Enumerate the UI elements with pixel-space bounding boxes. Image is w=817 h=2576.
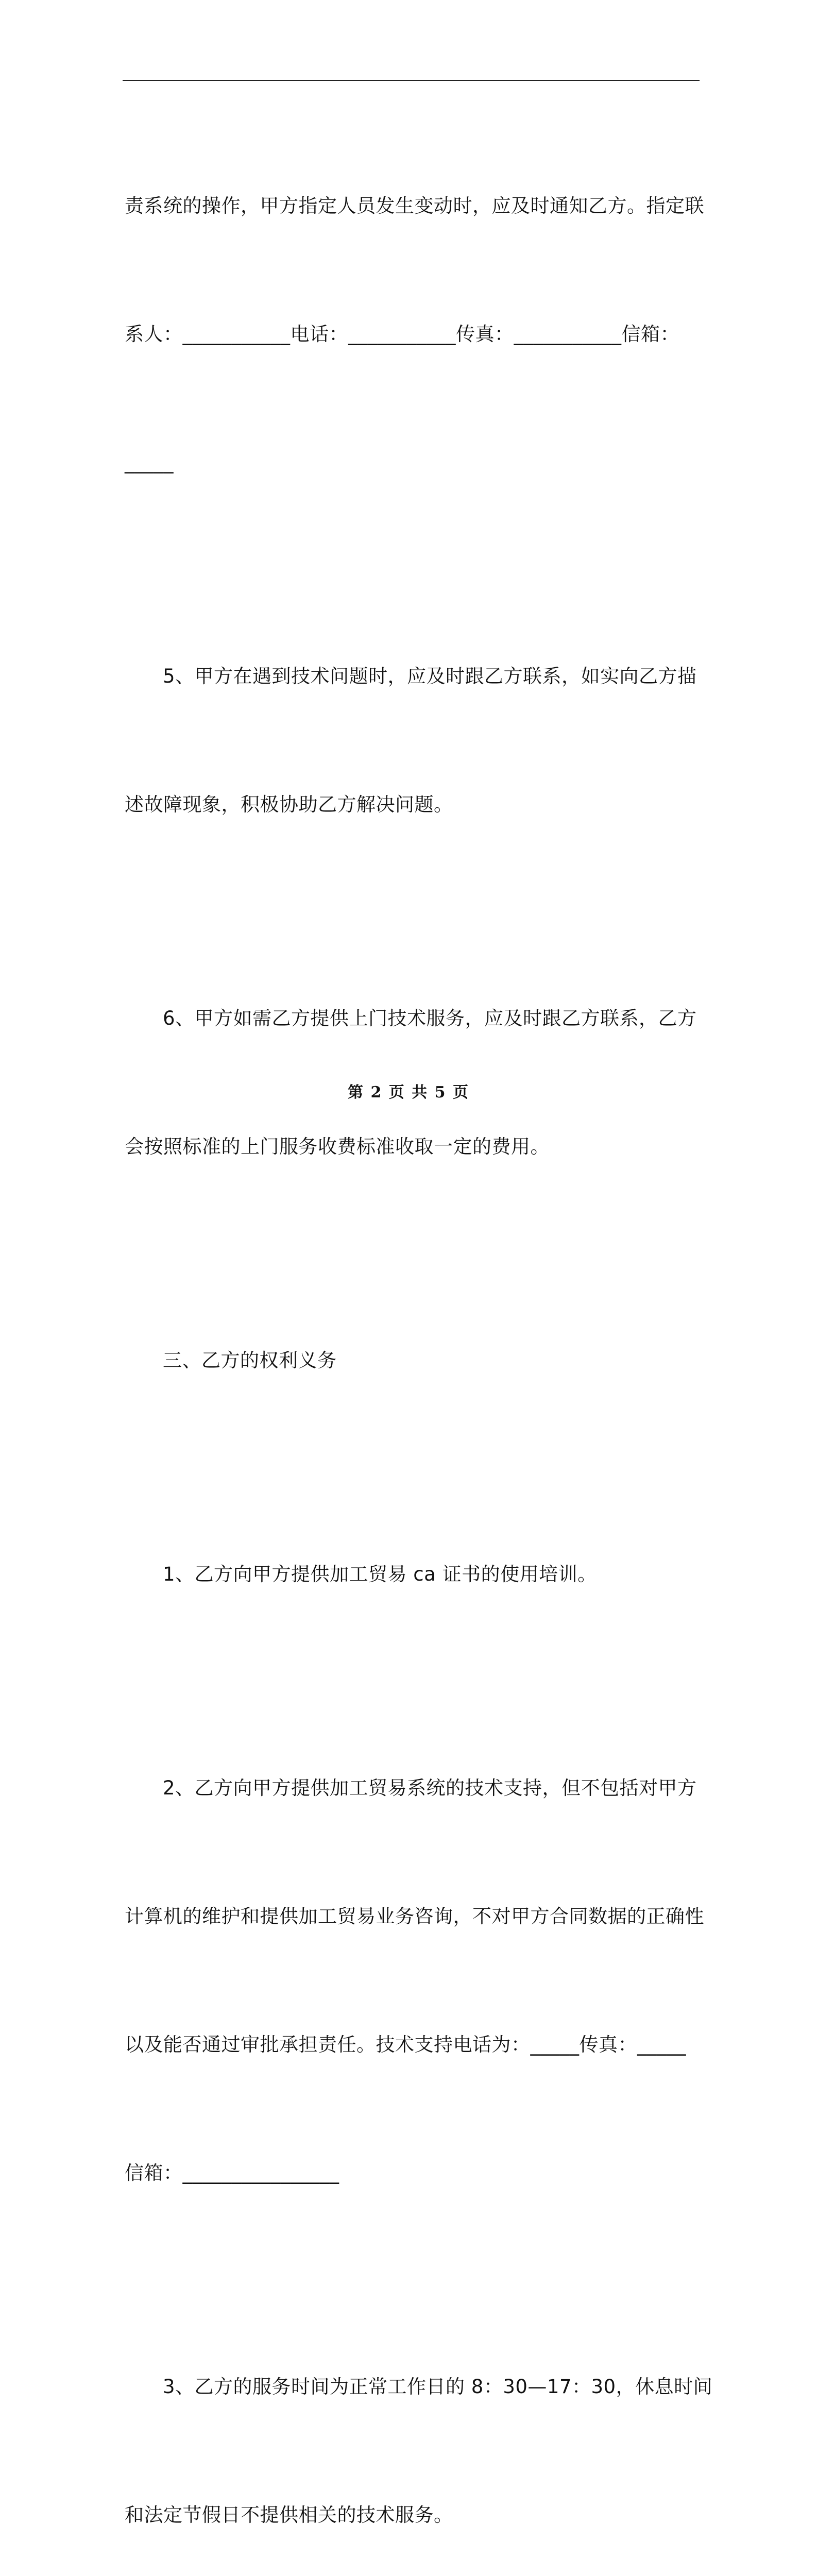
intro-paragraph: [125, 99, 704, 569]
text-line: 计算机的维护和提供加工贸易业务咨询，不对甲方合同数据的正确性: [125, 1905, 704, 1927]
text-line: 3、乙方的服务时间为正常工作日的 8：30—17：30，休息时间: [163, 2376, 713, 2398]
text-line: 会按照标准的上门服务收费标准收取一定的费用。: [125, 1136, 550, 1158]
paragraph-party-b-item-3: [125, 2280, 713, 2576]
text-line: 系人：___________电话：___________传真：___________信箱：: [125, 323, 679, 345]
page-number: 第 2 页 共 5 页: [348, 1083, 469, 1101]
text-line: 和法定节假日不提供相关的技术服务。: [125, 2504, 453, 2526]
text-line: 三、乙方的权利义务: [163, 1349, 337, 1371]
text-line: 5、甲方在遇到技术问题时，应及时跟乙方联系，如实向乙方描: [163, 665, 697, 687]
text-line: 以及能否通过审批承担责任。技术支持电话为：_____传真：_____: [125, 2033, 686, 2056]
text-line: 1、乙方向甲方提供加工贸易 ca 证书的使用培训。: [163, 1563, 597, 1585]
section-heading: [125, 1253, 700, 1467]
text-line: 信箱：________________: [125, 2162, 339, 2184]
paragraph-party-a-item-5: [125, 569, 700, 911]
paragraph-party-b-item-2: [125, 1681, 704, 2280]
document-body: [125, 99, 713, 2576]
text-line: 6、甲方如需乙方提供上门技术服务，应及时跟乙方联系，乙方: [163, 1007, 697, 1029]
text-line: 2、乙方向甲方提供加工贸易系统的技术支持，但不包括对甲方: [163, 1777, 697, 1799]
text-line: 责系统的操作，甲方指定人员发生变动时，应及时通知乙方。指定联: [125, 195, 704, 217]
header-divider: [123, 80, 700, 81]
text-line: _____: [125, 451, 174, 473]
text-line: 述故障现象，积极协助乙方解决问题。: [125, 793, 453, 816]
paragraph-party-b-item-1: [125, 1467, 700, 1681]
